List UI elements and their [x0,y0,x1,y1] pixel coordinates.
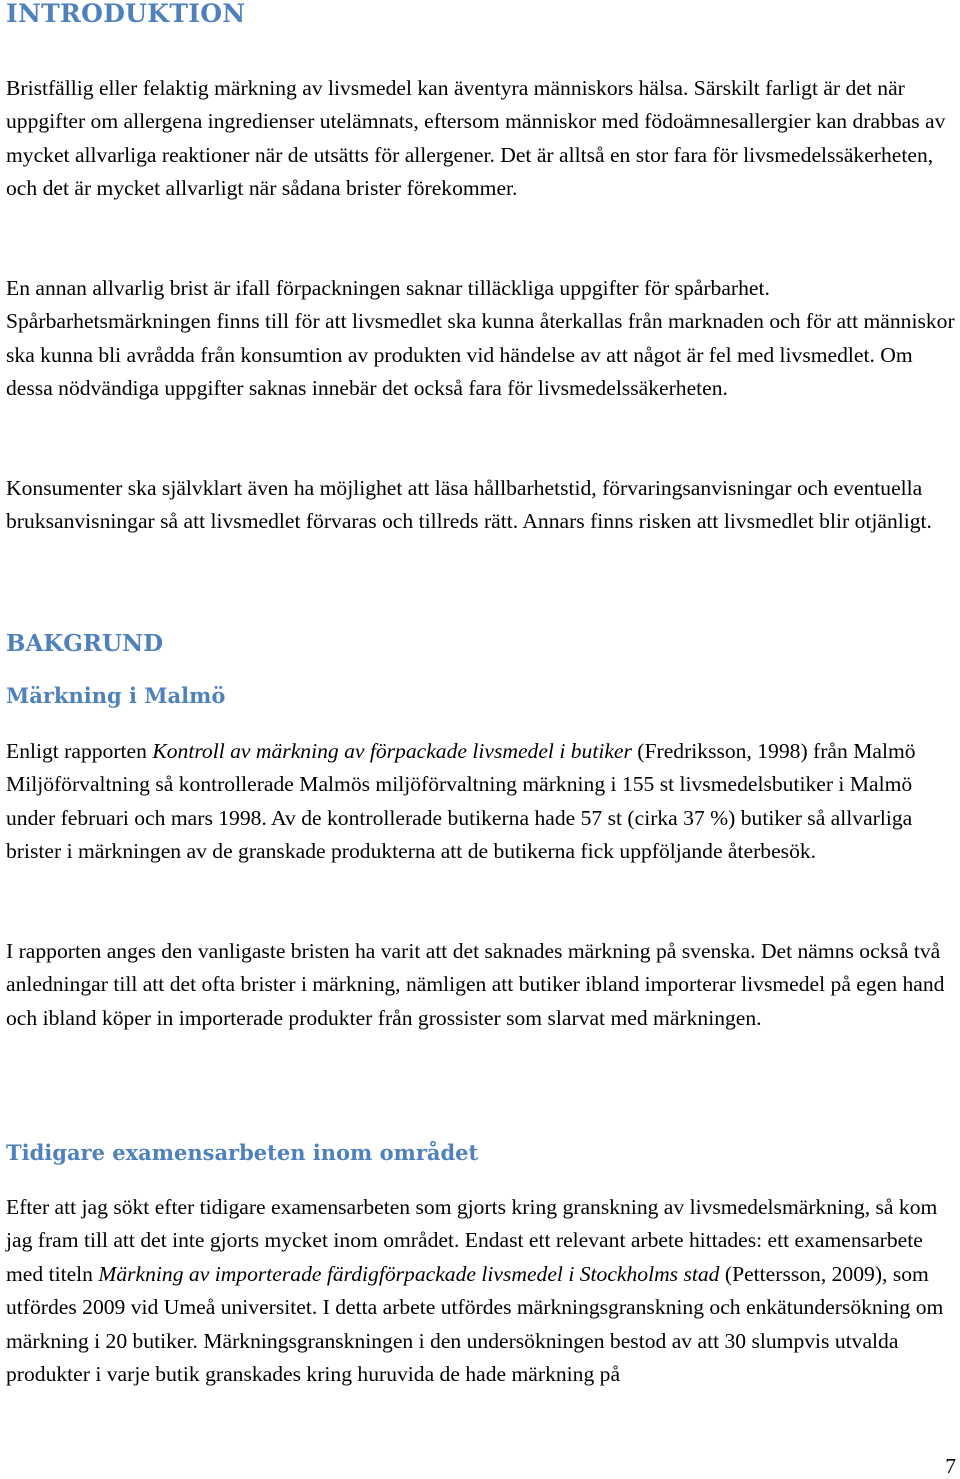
bakgrund-paragraph-1 [6,735,956,869]
heading-tidigare-examensarbeten: Tidigare examensarbeten inom området [6,1140,479,1165]
page-number: 7 [945,1454,956,1478]
bakgrund-paragraph-2: I rapporten anges den vanligaste bristen ha varit att det saknades märkning på svenska. Det nämns också två anledningar till att det ofta brister i märkning, nämligen att butiker ibland importerar livsmedel på egen hand och ibland köper in importerade produkter från grossister som slarvat med märkningen. [6,939,945,1030]
heading-introduktion: INTRODUKTION [6,0,246,28]
heading-bakgrund: BAKGRUND [6,630,164,657]
tidigare-p1-text-b: (Pettersson, 2009), som utfördes 2009 vid Umeå universitet. I detta arbete utfördes märkningsgranskning och enkätundersökning om märkning i 20 butiker. Märkningsgranskningen i den undersökningen bestod av att 30 slumpvis utvalda produkter i varje butik granskades kring huruvida de hade märkning på [6,1261,944,1387]
bakgrund-p1-text-b: (Fredriksson, 1998) från Malmö Miljöförvaltning så kontrollerade Malmös miljöförvaltning märkning i 155 st livsmedelsbutiker i Malmö under februari och mars 1998. Av de kontrollerade butikerna hade 57 st (cirka 37 %) butiker så allvarliga brister i märkningen av de granskade produkterna att de butikerna fick uppföljande återbesök. [6,739,916,864]
intro-paragraph-1: Bristfällig eller felaktig märkning av livsmedel kan äventyra människors hälsa. Särskilt farligt är det när uppgifter om allergena ingredienser utelämnats, eftersom människor med födoämnesallergier kan drabbas av mycket allvarliga reaktioner när de utsätts för allergener. Det är alltså en stor fara för livsmedelssäkerheten, och det är mycket allvarligt när sådana brister förekommer. [6,76,946,201]
intro-paragraph-2: En annan allvarlig brist är ifall förpackningen saknar tilläckliga uppgifter för spårbarhet. Spårbarhetsmärkningen finns till för att livsmedlet ska kunna återkallas från marknaden och för att människor ska kunna bli avrådda från konsumtion av produkten vid händelse av att något är fel med livsmedlet. Om dessa nödvändiga uppgifter saknas innebär det också fara för livsmedelssäkerheten. [6,276,955,401]
thesis-title: Märkning av importerade färdigförpackade livsmedel i Stockholms stad [98,1261,720,1286]
report-title: Kontroll av märkning av förpackade livsmedel i butiker [152,739,632,763]
intro-paragraph-3: Konsumenter ska självklart även ha möjlighet att läsa hållbarhetstid, förvaringsanvisningar och eventuella bruksanvisningar så att livsmedlet förvaras och tillreds rätt. Annars finns risken att livsmedlet blir otjänligt. [6,476,932,534]
bakgrund-p1-text-a: Enligt rapporten [6,739,153,763]
tidigare-p1-text-a: Efter att jag sökt efter tidigare examensarbeten som gjorts kring granskning av livsmedelsmärkning, så kom jag fram till att det inte gjorts mycket inom området. Endast ett relevant arbete hittades: ett examensarbete med titeln [6,1195,938,1286]
subheading-markning-i-malmo: Märkning i Malmö [6,683,226,708]
tidigare-paragraph-1 [6,1191,956,1391]
